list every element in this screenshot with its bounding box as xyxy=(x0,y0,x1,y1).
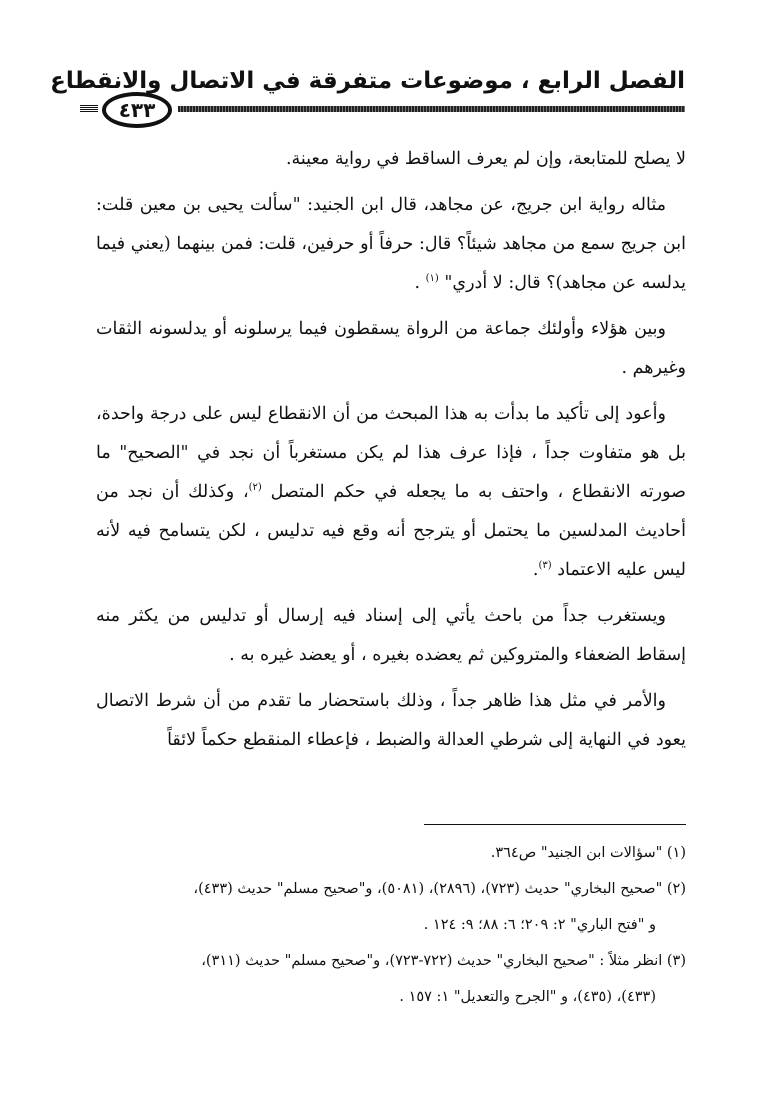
footnote-ref: (١) xyxy=(425,273,439,285)
paragraph-end: . xyxy=(532,560,539,580)
paragraph: والأمر في مثل هذا ظاهر جداً ، وذلك باستحضار ما تقدم من أن شرط الاتصال يعود في النهاية إلى شرطي العدالة والضبط ، فإعطاء المنقطع حكماً لائقاً xyxy=(96,691,686,750)
main-text xyxy=(96,140,686,767)
footnote-ref: (٢) xyxy=(248,482,262,494)
page-number: ٤٣٣ xyxy=(102,92,172,128)
chapter-title: الفصل الرابع ، موضوعات متفرقة في الاتصال والانقطاع xyxy=(50,68,685,94)
paragraph xyxy=(96,186,686,303)
paragraph: وبين هؤلاء وأولئك جماعة من الرواة يسقطون فيما يرسلونه أو يدلسونه الثقات وغيرهم . xyxy=(96,319,686,378)
footnote-2-continuation: و "فتح الباري" ٢: ٢٠٩؛ ٦: ٨٨؛ ٩: ١٢٤ . xyxy=(423,917,656,933)
footnote-separator xyxy=(424,824,686,825)
paragraph-end: . xyxy=(414,273,421,293)
paragraph-text: مثاله رواية ابن جريج، عن مجاهد، قال ابن الجنيد: "سألت يحيى بن معين قلت: ابن جريج سمع من مجاهد شيئاً؟ قال: حرفاً أو حرفين، قلت: فمن بينهما (يعني فيما يدلسه عن مجاهد)؟ قال: لا أدري" xyxy=(96,195,686,293)
paragraph xyxy=(96,395,686,590)
paragraph-text: ، وكذلك أن نجد من أحاديث المدلسين ما يحتمل أو يترجح أنه وقع فيه تدليس ، لكن يتسامح فيه لأنه ليس عليه الاعتماد xyxy=(96,482,686,580)
footnote-ref: (٣) xyxy=(538,560,552,572)
paragraph-text: وأعود إلى تأكيد ما بدأت به هذا المبحث من أن الانقطاع ليس على درجة واحدة، بل هو متفاوت جداً ، فإذا عرف هذا لم يكن مستغرباً أن نجد في "الصحيح" ما صورته الانقطاع ، واحتف به ما يجعله في حكم المتصل xyxy=(96,404,686,502)
footnote-1: (١) "سؤالات ابن الجنيد" ص٣٦٤. xyxy=(490,845,686,861)
header-rule xyxy=(178,106,685,112)
header-ornament xyxy=(80,104,98,112)
paragraph: لا يصلح للمتابعة، وإن لم يعرف الساقط في رواية معينة. xyxy=(285,149,686,169)
paragraph: ويستغرب جداً من باحث يأتي إلى إسناد فيه إرسال أو تدليس من يكثر منه إسقاط الضعفاء والمتروكين ثم يعضده بغيره ، أو يعضد غيره به . xyxy=(96,606,686,665)
footnote-2: (٢) "صحيح البخاري" حديث (٧٢٣)، (٢٨٩٦)، (٥٠٨١)، و"صحيح مسلم" حديث (٤٣٣)، xyxy=(193,881,686,897)
footnotes xyxy=(96,838,686,1018)
footnote-3: (٣) انظر مثلاً : "صحيح البخاري" حديث (٧٢٢-٧٢٣)، و"صحيح مسلم" حديث (٣١١)، xyxy=(201,953,686,969)
footnote-3-continuation: (٤٣٣)، (٤٣٥)، و "الجرح والتعديل" ١: ١٥٧ . xyxy=(399,989,656,1005)
